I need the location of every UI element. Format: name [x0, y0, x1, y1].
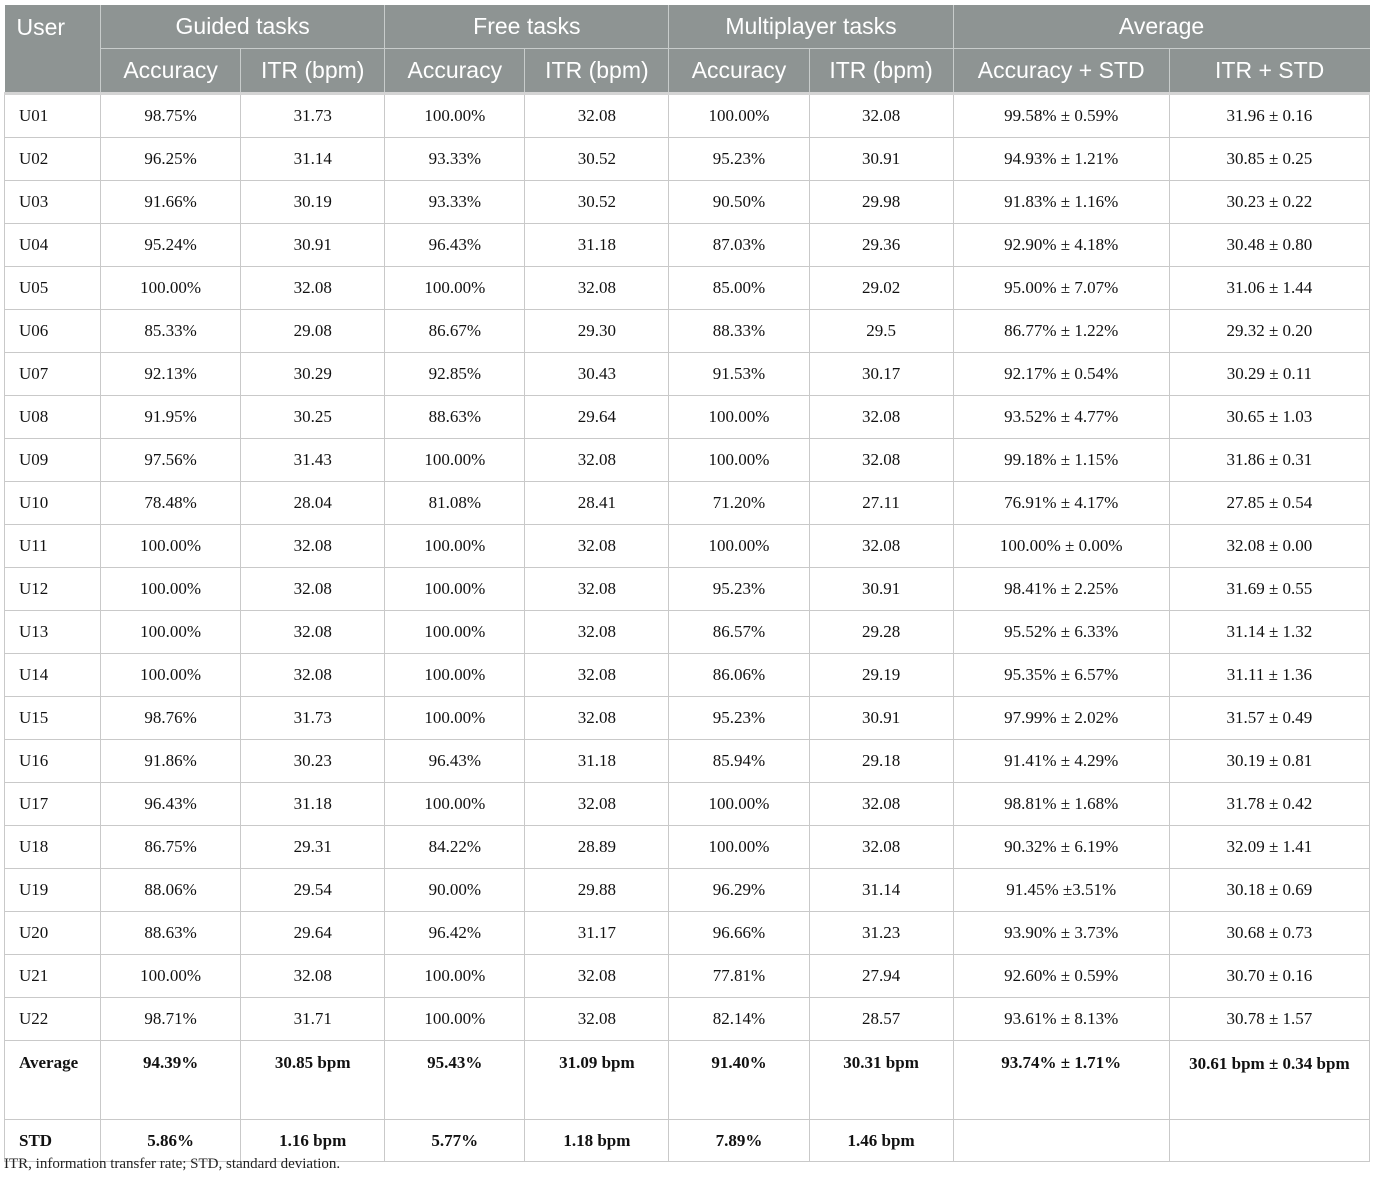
cell-free-itr: 30.43: [525, 353, 669, 396]
cell-average-accuracy-std: 93.52% ± 4.77%: [953, 396, 1169, 439]
cell-multiplayer-itr: 32.08: [809, 525, 953, 568]
cell-guided-itr: 29.08: [241, 310, 385, 353]
table-header: [5, 5, 1370, 94]
table-row: [5, 310, 1370, 353]
table-row: [5, 611, 1370, 654]
table-row: [5, 998, 1370, 1041]
cell-free-itr: 31.18: [525, 224, 669, 267]
cell-free-itr: 32.08: [525, 955, 669, 998]
cell-free-accuracy: 93.33%: [385, 138, 525, 181]
cell-guided-accuracy: 100.00%: [101, 611, 241, 654]
cell-average-accuracy-std: 100.00% ± 0.00%: [953, 525, 1169, 568]
cell-multiplayer-accuracy: 88.33%: [669, 310, 809, 353]
cell-multiplayer-itr: 30.17: [809, 353, 953, 396]
cell-user: U11: [5, 525, 101, 568]
results-table: [4, 5, 1370, 1162]
cell-free-accuracy: 84.22%: [385, 826, 525, 869]
header-free-itr: ITR (bpm): [525, 49, 669, 94]
cell-free-itr: 31.09 bpm: [525, 1041, 669, 1120]
cell-average-accuracy-std: [953, 1120, 1169, 1162]
cell-multiplayer-itr: 27.11: [809, 482, 953, 525]
header-multiplayer-accuracy: Accuracy: [669, 49, 809, 94]
cell-multiplayer-itr: 30.31 bpm: [809, 1041, 953, 1120]
header-user: User: [5, 5, 101, 94]
table-row: [5, 224, 1370, 267]
cell-free-accuracy: 100.00%: [385, 697, 525, 740]
cell-average-accuracy-std: 92.90% ± 4.18%: [953, 224, 1169, 267]
header-free-accuracy: Accuracy: [385, 49, 525, 94]
cell-average-itr-std: 30.19 ± 0.81: [1169, 740, 1369, 783]
cell-average-accuracy-std: 93.74% ± 1.71%: [953, 1041, 1169, 1120]
cell-free-itr: 32.08: [525, 439, 669, 482]
cell-guided-itr: 32.08: [241, 611, 385, 654]
cell-average-itr-std: 30.68 ± 0.73: [1169, 912, 1369, 955]
cell-average-accuracy-std: 76.91% ± 4.17%: [953, 482, 1169, 525]
table-row: [5, 955, 1370, 998]
cell-user: U10: [5, 482, 101, 525]
header-group-multiplayer: Multiplayer tasks: [669, 5, 953, 49]
cell-free-itr: 32.08: [525, 783, 669, 826]
cell-multiplayer-itr: 32.08: [809, 783, 953, 826]
table-row: [5, 654, 1370, 697]
cell-guided-accuracy: 92.13%: [101, 353, 241, 396]
cell-guided-itr: 30.19: [241, 181, 385, 224]
cell-free-accuracy: 96.42%: [385, 912, 525, 955]
table-row: [5, 783, 1370, 826]
cell-average-itr-std: 31.57 ± 0.49: [1169, 697, 1369, 740]
cell-user: U02: [5, 138, 101, 181]
cell-user: U20: [5, 912, 101, 955]
cell-free-accuracy: 100.00%: [385, 94, 525, 138]
cell-multiplayer-accuracy: 100.00%: [669, 525, 809, 568]
cell-average-accuracy-std: 91.45% ±3.51%: [953, 869, 1169, 912]
cell-free-accuracy: 86.67%: [385, 310, 525, 353]
cell-multiplayer-itr: 32.08: [809, 439, 953, 482]
cell-free-accuracy: 5.77%: [385, 1120, 525, 1162]
cell-average-accuracy-std: 99.18% ± 1.15%: [953, 439, 1169, 482]
cell-multiplayer-accuracy: 96.29%: [669, 869, 809, 912]
table-row: [5, 439, 1370, 482]
cell-average-itr-std: 31.78 ± 0.42: [1169, 783, 1369, 826]
cell-multiplayer-accuracy: 100.00%: [669, 783, 809, 826]
cell-guided-itr: 1.16 bpm: [241, 1120, 385, 1162]
cell-average-itr-std: 32.09 ± 1.41: [1169, 826, 1369, 869]
cell-average-itr-std: 31.69 ± 0.55: [1169, 568, 1369, 611]
cell-average-accuracy-std: 92.17% ± 0.54%: [953, 353, 1169, 396]
cell-guided-accuracy: 100.00%: [101, 654, 241, 697]
cell-multiplayer-itr: 29.36: [809, 224, 953, 267]
cell-multiplayer-accuracy: 85.00%: [669, 267, 809, 310]
cell-multiplayer-accuracy: 82.14%: [669, 998, 809, 1041]
cell-multiplayer-itr: 30.91: [809, 568, 953, 611]
table-row: [5, 181, 1370, 224]
cell-average-itr-std: 32.08 ± 0.00: [1169, 525, 1369, 568]
cell-user: U04: [5, 224, 101, 267]
cell-guided-itr: 30.29: [241, 353, 385, 396]
cell-average-itr-std: 30.48 ± 0.80: [1169, 224, 1369, 267]
cell-guided-accuracy: 98.76%: [101, 697, 241, 740]
cell-free-itr: 28.89: [525, 826, 669, 869]
cell-guided-accuracy: 97.56%: [101, 439, 241, 482]
cell-guided-accuracy: 98.71%: [101, 998, 241, 1041]
cell-multiplayer-itr: 1.46 bpm: [809, 1120, 953, 1162]
cell-multiplayer-accuracy: 86.57%: [669, 611, 809, 654]
cell-guided-accuracy: 88.63%: [101, 912, 241, 955]
cell-user: U16: [5, 740, 101, 783]
table-body: [5, 94, 1370, 1162]
results-table-container: [4, 5, 1370, 1162]
cell-average-itr-std: 30.85 ± 0.25: [1169, 138, 1369, 181]
cell-multiplayer-itr: 27.94: [809, 955, 953, 998]
cell-guided-accuracy: 100.00%: [101, 267, 241, 310]
header-group-average: Average: [953, 5, 1369, 49]
cell-multiplayer-itr: 29.18: [809, 740, 953, 783]
cell-guided-itr: 31.14: [241, 138, 385, 181]
cell-multiplayer-accuracy: 96.66%: [669, 912, 809, 955]
cell-guided-accuracy: 88.06%: [101, 869, 241, 912]
cell-user: U17: [5, 783, 101, 826]
cell-guided-itr: 32.08: [241, 525, 385, 568]
cell-multiplayer-itr: 29.28: [809, 611, 953, 654]
cell-free-accuracy: 100.00%: [385, 611, 525, 654]
cell-average-itr-std: 30.70 ± 0.16: [1169, 955, 1369, 998]
cell-average-accuracy-std: 90.32% ± 6.19%: [953, 826, 1169, 869]
cell-multiplayer-accuracy: 100.00%: [669, 826, 809, 869]
cell-multiplayer-accuracy: 95.23%: [669, 138, 809, 181]
cell-guided-itr: 32.08: [241, 568, 385, 611]
cell-free-accuracy: 100.00%: [385, 525, 525, 568]
cell-free-itr: 32.08: [525, 611, 669, 654]
cell-multiplayer-accuracy: 7.89%: [669, 1120, 809, 1162]
cell-guided-itr: 30.85 bpm: [241, 1041, 385, 1120]
cell-free-accuracy: 100.00%: [385, 439, 525, 482]
cell-free-itr: 32.08: [525, 654, 669, 697]
cell-user: U01: [5, 94, 101, 138]
cell-average-itr-std: 31.06 ± 1.44: [1169, 267, 1369, 310]
cell-free-itr: 32.08: [525, 568, 669, 611]
cell-user: U06: [5, 310, 101, 353]
cell-free-accuracy: 100.00%: [385, 955, 525, 998]
header-average-itr-std: ITR + STD: [1169, 49, 1369, 94]
cell-average-itr-std: 31.14 ± 1.32: [1169, 611, 1369, 654]
cell-multiplayer-accuracy: 91.40%: [669, 1041, 809, 1120]
cell-user: U05: [5, 267, 101, 310]
cell-average-accuracy-std: 93.61% ± 8.13%: [953, 998, 1169, 1041]
cell-guided-itr: 28.04: [241, 482, 385, 525]
cell-average-itr-std: 30.78 ± 1.57: [1169, 998, 1369, 1041]
cell-multiplayer-accuracy: 85.94%: [669, 740, 809, 783]
cell-average-itr-std: 31.11 ± 1.36: [1169, 654, 1369, 697]
cell-guided-itr: 30.91: [241, 224, 385, 267]
cell-multiplayer-itr: 31.14: [809, 869, 953, 912]
cell-average-accuracy-std: 95.35% ± 6.57%: [953, 654, 1169, 697]
cell-guided-accuracy: 96.43%: [101, 783, 241, 826]
header-average-accuracy-std: Accuracy + STD: [953, 49, 1169, 94]
cell-average-itr-std: 31.96 ± 0.16: [1169, 94, 1369, 138]
cell-average-accuracy-std: 97.99% ± 2.02%: [953, 697, 1169, 740]
cell-user: U07: [5, 353, 101, 396]
cell-user: U09: [5, 439, 101, 482]
cell-user: STD: [5, 1120, 101, 1162]
cell-multiplayer-accuracy: 91.53%: [669, 353, 809, 396]
cell-user: U08: [5, 396, 101, 439]
cell-guided-accuracy: 78.48%: [101, 482, 241, 525]
cell-average-accuracy-std: 95.00% ± 7.07%: [953, 267, 1169, 310]
cell-guided-itr: 32.08: [241, 955, 385, 998]
cell-user: U15: [5, 697, 101, 740]
table-row: [5, 353, 1370, 396]
cell-free-itr: 30.52: [525, 138, 669, 181]
cell-average-itr-std: 30.61 bpm ± 0.34 bpm: [1169, 1041, 1369, 1120]
cell-average-itr-std: 29.32 ± 0.20: [1169, 310, 1369, 353]
cell-multiplayer-accuracy: 95.23%: [669, 568, 809, 611]
table-row: [5, 482, 1370, 525]
cell-user: U13: [5, 611, 101, 654]
cell-guided-itr: 30.23: [241, 740, 385, 783]
table-row: [5, 396, 1370, 439]
cell-guided-itr: 31.43: [241, 439, 385, 482]
cell-multiplayer-itr: 29.98: [809, 181, 953, 224]
cell-average-accuracy-std: 92.60% ± 0.59%: [953, 955, 1169, 998]
cell-user: Average: [5, 1041, 101, 1120]
cell-multiplayer-accuracy: 100.00%: [669, 94, 809, 138]
cell-free-itr: 29.64: [525, 396, 669, 439]
cell-multiplayer-accuracy: 100.00%: [669, 396, 809, 439]
cell-free-itr: 32.08: [525, 998, 669, 1041]
header-guided-itr: ITR (bpm): [241, 49, 385, 94]
cell-average-accuracy-std: 98.81% ± 1.68%: [953, 783, 1169, 826]
cell-user: U19: [5, 869, 101, 912]
cell-multiplayer-accuracy: 86.06%: [669, 654, 809, 697]
cell-guided-itr: 32.08: [241, 654, 385, 697]
cell-free-accuracy: 93.33%: [385, 181, 525, 224]
cell-average-itr-std: 30.23 ± 0.22: [1169, 181, 1369, 224]
cell-free-accuracy: 95.43%: [385, 1041, 525, 1120]
cell-free-itr: 1.18 bpm: [525, 1120, 669, 1162]
cell-free-accuracy: 81.08%: [385, 482, 525, 525]
cell-guided-itr: 31.71: [241, 998, 385, 1041]
header-guided-accuracy: Accuracy: [101, 49, 241, 94]
header-multiplayer-itr: ITR (bpm): [809, 49, 953, 94]
cell-average-itr-std: [1169, 1120, 1369, 1162]
cell-free-itr: 32.08: [525, 267, 669, 310]
cell-guided-accuracy: 5.86%: [101, 1120, 241, 1162]
cell-guided-accuracy: 91.66%: [101, 181, 241, 224]
table-row: [5, 267, 1370, 310]
cell-guided-accuracy: 85.33%: [101, 310, 241, 353]
cell-average-itr-std: 27.85 ± 0.54: [1169, 482, 1369, 525]
header-group-free: Free tasks: [385, 5, 669, 49]
cell-guided-accuracy: 100.00%: [101, 955, 241, 998]
cell-user: U14: [5, 654, 101, 697]
cell-guided-accuracy: 98.75%: [101, 94, 241, 138]
table-row: [5, 740, 1370, 783]
cell-average-accuracy-std: 98.41% ± 2.25%: [953, 568, 1169, 611]
cell-free-accuracy: 100.00%: [385, 998, 525, 1041]
table-row: [5, 138, 1370, 181]
table-row: [5, 697, 1370, 740]
cell-multiplayer-itr: 30.91: [809, 697, 953, 740]
cell-guided-itr: 29.54: [241, 869, 385, 912]
cell-user: U03: [5, 181, 101, 224]
cell-user: U21: [5, 955, 101, 998]
cell-average-accuracy-std: 94.93% ± 1.21%: [953, 138, 1169, 181]
cell-free-itr: 28.41: [525, 482, 669, 525]
cell-guided-accuracy: 86.75%: [101, 826, 241, 869]
cell-average-accuracy-std: 99.58% ± 0.59%: [953, 94, 1169, 138]
cell-multiplayer-itr: 29.02: [809, 267, 953, 310]
cell-free-itr: 32.08: [525, 525, 669, 568]
cell-free-itr: 30.52: [525, 181, 669, 224]
cell-multiplayer-accuracy: 87.03%: [669, 224, 809, 267]
cell-user: U12: [5, 568, 101, 611]
cell-free-accuracy: 100.00%: [385, 267, 525, 310]
cell-free-accuracy: 88.63%: [385, 396, 525, 439]
cell-multiplayer-itr: 28.57: [809, 998, 953, 1041]
cell-guided-itr: 31.73: [241, 697, 385, 740]
cell-multiplayer-accuracy: 95.23%: [669, 697, 809, 740]
cell-guided-accuracy: 96.25%: [101, 138, 241, 181]
table-footnote: ITR, information transfer rate; STD, standard deviation.: [4, 1156, 341, 1172]
cell-guided-accuracy: 95.24%: [101, 224, 241, 267]
cell-guided-accuracy: 100.00%: [101, 568, 241, 611]
cell-guided-itr: 31.73: [241, 94, 385, 138]
cell-multiplayer-accuracy: 71.20%: [669, 482, 809, 525]
table-row: [5, 869, 1370, 912]
cell-free-accuracy: 90.00%: [385, 869, 525, 912]
cell-free-itr: 29.88: [525, 869, 669, 912]
cell-guided-itr: 29.31: [241, 826, 385, 869]
cell-free-itr: 29.30: [525, 310, 669, 353]
cell-multiplayer-itr: 32.08: [809, 94, 953, 138]
cell-multiplayer-accuracy: 77.81%: [669, 955, 809, 998]
cell-guided-accuracy: 91.95%: [101, 396, 241, 439]
table-row: [5, 525, 1370, 568]
cell-free-itr: 31.17: [525, 912, 669, 955]
cell-average-accuracy-std: 93.90% ± 3.73%: [953, 912, 1169, 955]
cell-free-accuracy: 100.00%: [385, 654, 525, 697]
cell-free-accuracy: 96.43%: [385, 224, 525, 267]
cell-multiplayer-itr: 30.91: [809, 138, 953, 181]
cell-average-accuracy-std: 95.52% ± 6.33%: [953, 611, 1169, 654]
cell-free-accuracy: 96.43%: [385, 740, 525, 783]
header-group-guided: Guided tasks: [101, 5, 385, 49]
cell-multiplayer-accuracy: 100.00%: [669, 439, 809, 482]
cell-multiplayer-itr: 32.08: [809, 826, 953, 869]
cell-free-accuracy: 92.85%: [385, 353, 525, 396]
table-row: [5, 94, 1370, 138]
table-row: [5, 826, 1370, 869]
cell-free-accuracy: 100.00%: [385, 783, 525, 826]
cell-average-accuracy-std: 91.83% ± 1.16%: [953, 181, 1169, 224]
cell-average-itr-std: 30.29 ± 0.11: [1169, 353, 1369, 396]
cell-guided-accuracy: 94.39%: [101, 1041, 241, 1120]
cell-guided-itr: 29.64: [241, 912, 385, 955]
cell-multiplayer-itr: 31.23: [809, 912, 953, 955]
cell-multiplayer-itr: 29.19: [809, 654, 953, 697]
average-row: [5, 1041, 1370, 1120]
table-row: [5, 912, 1370, 955]
cell-multiplayer-itr: 32.08: [809, 396, 953, 439]
cell-average-accuracy-std: 91.41% ± 4.29%: [953, 740, 1169, 783]
cell-multiplayer-accuracy: 90.50%: [669, 181, 809, 224]
cell-free-itr: 32.08: [525, 94, 669, 138]
cell-user: U18: [5, 826, 101, 869]
table-row: [5, 568, 1370, 611]
cell-average-itr-std: 30.65 ± 1.03: [1169, 396, 1369, 439]
cell-guided-itr: 30.25: [241, 396, 385, 439]
cell-average-accuracy-std: 86.77% ± 1.22%: [953, 310, 1169, 353]
cell-guided-itr: 32.08: [241, 267, 385, 310]
cell-guided-accuracy: 100.00%: [101, 525, 241, 568]
cell-average-itr-std: 31.86 ± 0.31: [1169, 439, 1369, 482]
cell-free-itr: 31.18: [525, 740, 669, 783]
cell-multiplayer-itr: 29.5: [809, 310, 953, 353]
cell-guided-itr: 31.18: [241, 783, 385, 826]
cell-free-itr: 32.08: [525, 697, 669, 740]
cell-guided-accuracy: 91.86%: [101, 740, 241, 783]
cell-free-accuracy: 100.00%: [385, 568, 525, 611]
cell-user: U22: [5, 998, 101, 1041]
cell-average-itr-std: 30.18 ± 0.69: [1169, 869, 1369, 912]
